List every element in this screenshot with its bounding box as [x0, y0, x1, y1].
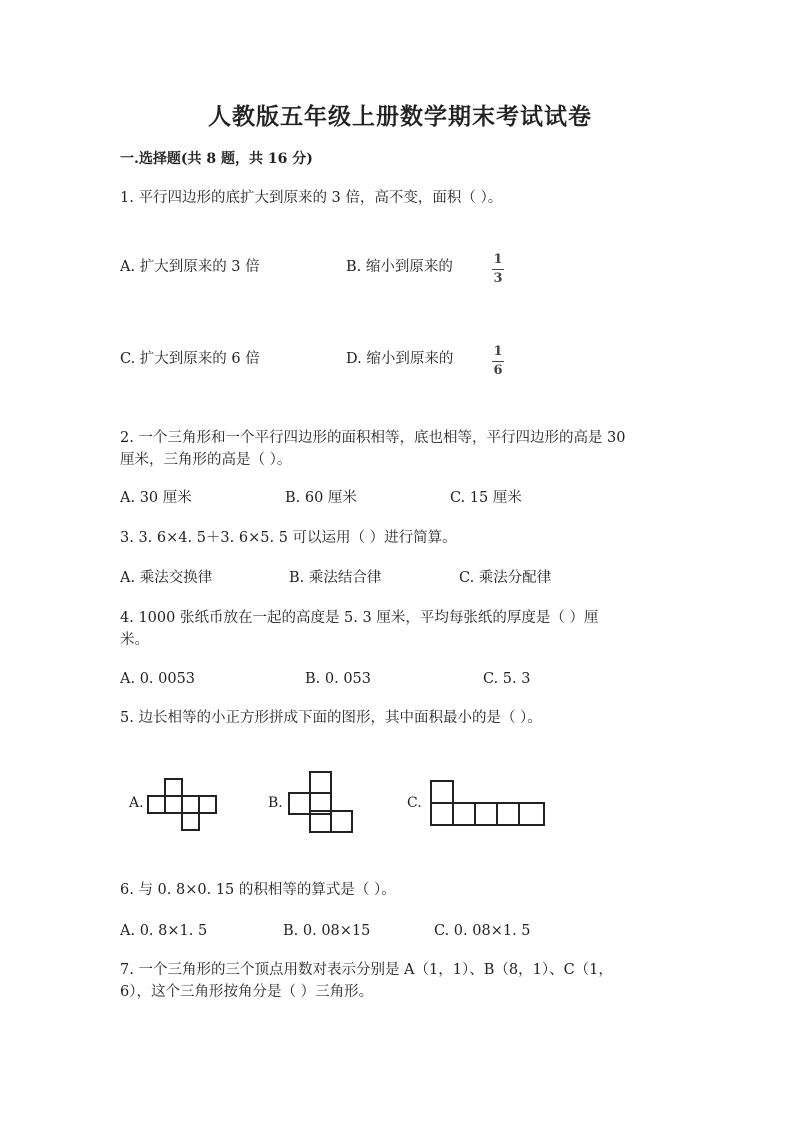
question-1-option-a: A. 扩大到原来的 3 倍 [120, 259, 260, 275]
section-heading: 一.选择题(共 8 题，共 16 分) [120, 151, 313, 167]
question-1-option-d: D. 缩小到原来的 [346, 351, 454, 367]
question-2-option-a: A. 30 厘米 [120, 490, 192, 506]
question-4-option-c: C. 5. 3 [483, 671, 531, 687]
question-4-option-b: B. 0. 053 [305, 671, 371, 687]
question-4-stem-line-1: 4. 1000 张纸币放在一起的高度是 5. 3 厘米，平均每张纸的厚度是（ ）厘 [120, 610, 599, 626]
figure-a [148, 779, 216, 830]
fraction-denominator: 6 [493, 363, 503, 378]
page-title: 人教版五年级上册数学期末考试试卷 [208, 103, 592, 130]
question-4-option-a: A. 0. 0053 [120, 671, 196, 687]
fraction-numerator: 1 [493, 252, 503, 267]
question-1-stem: 1. 平行四边形的底扩大到原来的 3 倍，高不变，面积（ ）。 [120, 190, 503, 206]
question-2-option-c: C. 15 厘米 [450, 490, 522, 506]
question-3-option-b: B. 乘法结合律 [289, 570, 382, 586]
question-4-stem-line-2: 米。 [120, 632, 149, 648]
figure-b-label: B. [268, 795, 283, 811]
question-6-option-a: A. 0. 8×1. 5 [120, 923, 208, 939]
question-3-option-c: C. 乘法分配律 [459, 570, 552, 586]
question-3-option-a: A. 乘法交换律 [120, 570, 213, 586]
question-7-stem-line-2: 6），这个三角形按角分是（ ）三角形。 [120, 984, 374, 1000]
question-1-option-d-fraction [490, 345, 506, 378]
question-2-stem-line-2: 厘米，三角形的高是（ ）。 [120, 452, 292, 468]
figure-c [431, 781, 544, 825]
question-5-stem: 5. 边长相等的小正方形拼成下面的图形，其中面积最小的是（ ）。 [120, 710, 542, 726]
question-2-option-b: B. 60 厘米 [285, 490, 357, 506]
fraction-numerator: 1 [493, 344, 503, 359]
question-1-option-c: C. 扩大到原来的 6 倍 [120, 351, 260, 367]
question-2-stem-line-1: 2. 一个三角形和一个平行四边形的面积相等，底也相等，平行四边形的高是 30 [120, 430, 626, 446]
question-1-option-b-fraction [490, 253, 506, 286]
question-1-option-b: B. 缩小到原来的 [346, 259, 453, 275]
question-3-stem: 3. 3. 6×4. 5＋3. 6×5. 5 可以运用（ ）进行简算。 [120, 530, 457, 546]
question-7-stem-line-1: 7. 一个三角形的三个顶点用数对表示分别是 A（1，1）、B（8，1）、C（1， [120, 962, 613, 978]
question-6-stem: 6. 与 0. 8×0. 15 的积相等的算式是（ ）。 [120, 882, 396, 898]
fraction-bar [492, 361, 504, 362]
question-6-option-c: C. 0. 08×1. 5 [434, 923, 531, 939]
figure-a-label: A. [129, 795, 144, 811]
question-6-option-b: B. 0. 08×15 [283, 923, 371, 939]
figure-b [289, 772, 352, 832]
fraction-bar [492, 269, 504, 270]
figure-c-label: C. [407, 795, 422, 811]
fraction-denominator: 3 [493, 271, 503, 286]
question-5-figures [120, 765, 560, 835]
